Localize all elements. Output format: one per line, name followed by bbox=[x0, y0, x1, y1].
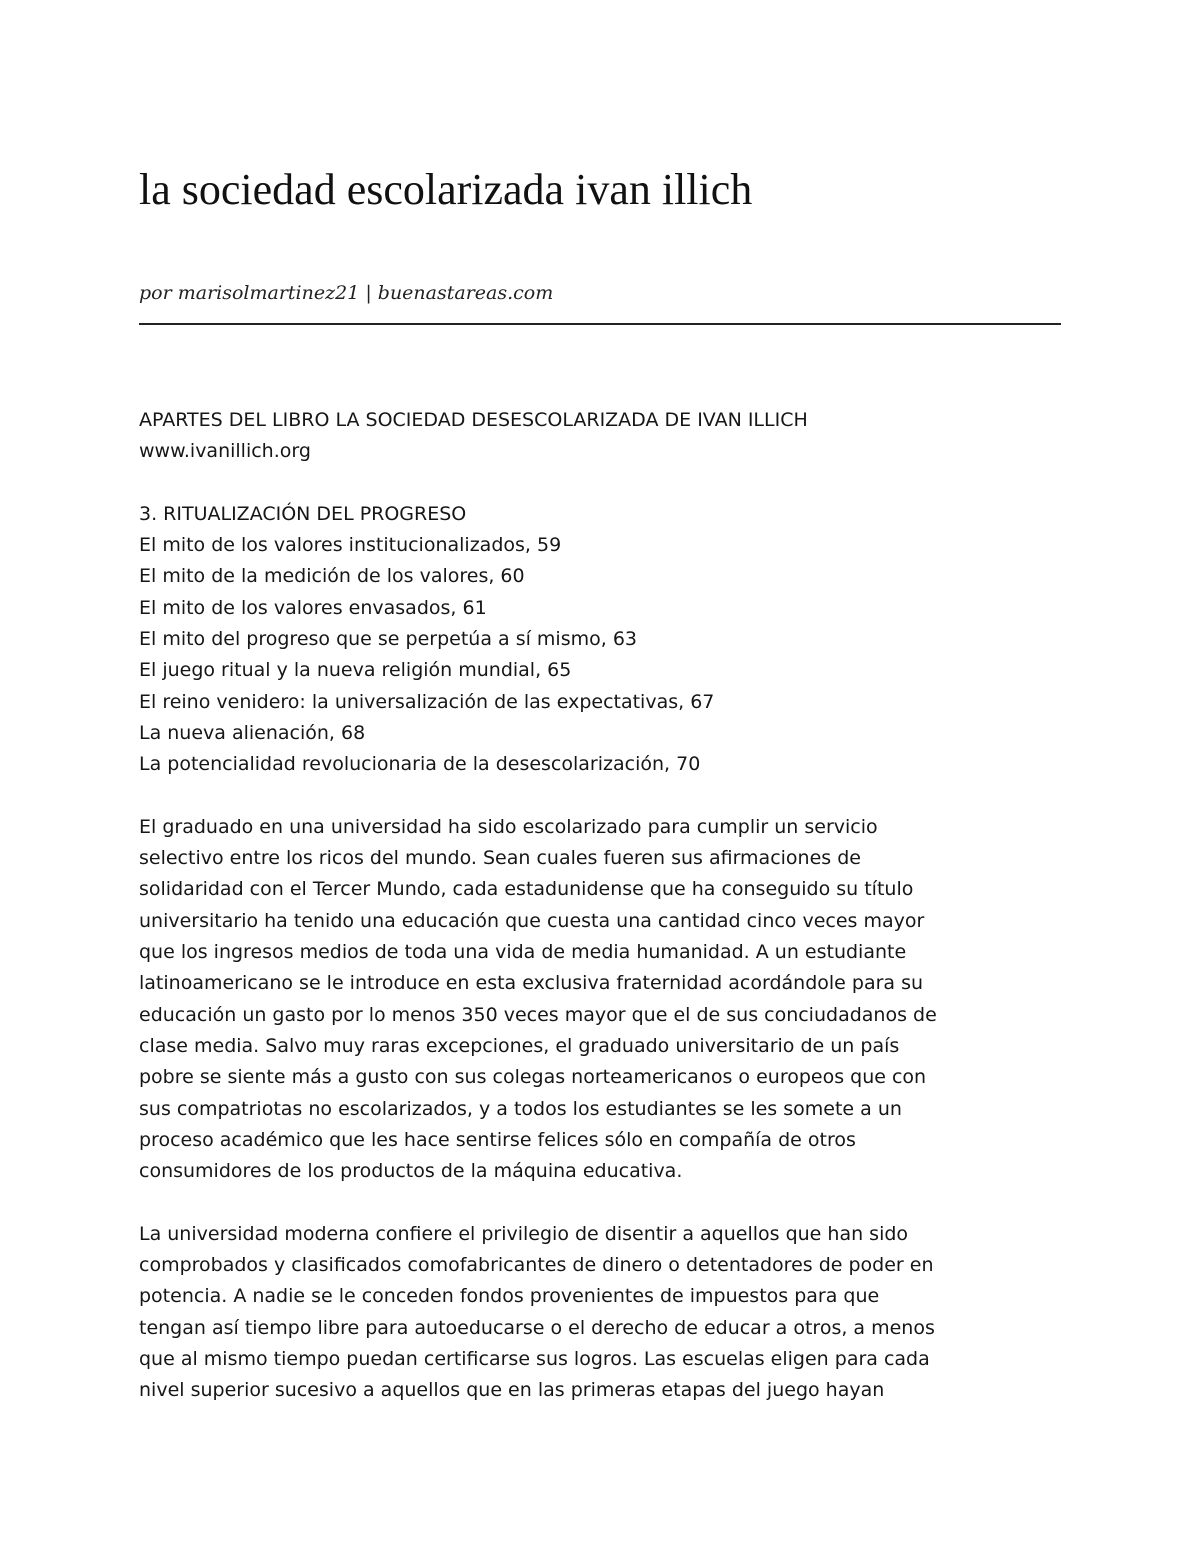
paragraph-line: proceso académico que les hace sentirse felices sólo en compañía de otros bbox=[139, 1128, 856, 1151]
toc-item: El mito de los valores envasados, 61 bbox=[139, 596, 487, 619]
toc-item: El juego ritual y la nueva religión mundial, 65 bbox=[139, 659, 572, 682]
paragraph-line: latinoamericano se le introduce en esta exclusiva fraternidad acordándole para su bbox=[139, 972, 924, 995]
toc-item: La potencialidad revolucionaria de la desescolarización, 70 bbox=[139, 753, 701, 776]
toc-item: La nueva alienación, 68 bbox=[139, 721, 366, 744]
spacer bbox=[139, 468, 1061, 499]
toc-item: El mito del progreso que se perpetúa a sí mismo, 63 bbox=[139, 628, 637, 651]
website-link-text[interactable]: www.ivanillich.org bbox=[139, 440, 311, 463]
paragraph-line: consumidores de los productos de la máquina educativa. bbox=[139, 1160, 683, 1183]
paragraph-line: nivel superior sucesivo a aquellos que en las primeras etapas del juego hayan bbox=[139, 1379, 885, 1402]
paragraph-line: educación un gasto por lo menos 350 veces mayor que el de sus conciudadanos de bbox=[139, 1003, 937, 1026]
paragraph-line: que los ingresos medios de toda una vida de media humanidad. A un estudiante bbox=[139, 941, 907, 964]
header-divider bbox=[139, 323, 1061, 325]
paragraph-line: selectivo entre los ricos del mundo. Sean cuales fueren sus afirmaciones de bbox=[139, 847, 861, 870]
spacer bbox=[139, 781, 1061, 812]
paragraph-line: sus compatriotas no escolarizados, y a todos los estudiantes se les somete a un bbox=[139, 1097, 902, 1120]
paragraph-line: comprobados y clasificados comofabricantes de dinero o detentadores de poder en bbox=[139, 1254, 934, 1277]
toc-item: El reino venidero: la universalización de las expectativas, 67 bbox=[139, 690, 715, 713]
paragraph-line: clase media. Salvo muy raras excepciones, el graduado universitario de un país bbox=[139, 1034, 900, 1057]
intro-heading: APARTES DEL LIBRO LA SOCIEDAD DESESCOLARIZADA DE IVAN ILLICH bbox=[139, 409, 808, 431]
toc-item: El mito de los valores institucionalizados, 59 bbox=[139, 534, 562, 557]
paragraph-line: solidaridad con el Tercer Mundo, cada estadunidense que ha conseguido su título bbox=[139, 878, 914, 901]
paragraph-line: pobre se siente más a gusto con sus colegas norteamericanos o europeos que con bbox=[139, 1066, 927, 1089]
website-link[interactable] bbox=[139, 436, 1061, 467]
paragraph-1 bbox=[139, 812, 1061, 1188]
document-body bbox=[139, 405, 1061, 1407]
chapter-heading: 3. RITUALIZACIÓN DEL PROGRESO bbox=[139, 502, 467, 525]
paragraph-line: potencia. A nadie se le conceden fondos provenientes de impuestos para que bbox=[139, 1285, 880, 1308]
paragraph-line: que al mismo tiempo puedan certificarse sus logros. Las escuelas eligen para cada bbox=[139, 1347, 930, 1370]
paragraph-line: tengan así tiempo libre para autoeducarse o el derecho de educar a otros, a menos bbox=[139, 1316, 935, 1339]
paragraph-line: universitario ha tenido una educación que cuesta una cantidad cinco veces mayor bbox=[139, 909, 925, 932]
spacer bbox=[139, 1187, 1061, 1218]
paragraph-2 bbox=[139, 1219, 1061, 1407]
byline: por marisolmartinez21 | buenastareas.com bbox=[139, 282, 554, 304]
toc-item: El mito de la medición de los valores, 60 bbox=[139, 565, 525, 588]
paragraph-line: El graduado en una universidad ha sido escolarizado para cumplir un servicio bbox=[139, 815, 878, 838]
document-title: la sociedad escolarizada ivan illich bbox=[139, 165, 753, 214]
paragraph-line: La universidad moderna confiere el privilegio de disentir a aquellos que han sido bbox=[139, 1222, 909, 1245]
